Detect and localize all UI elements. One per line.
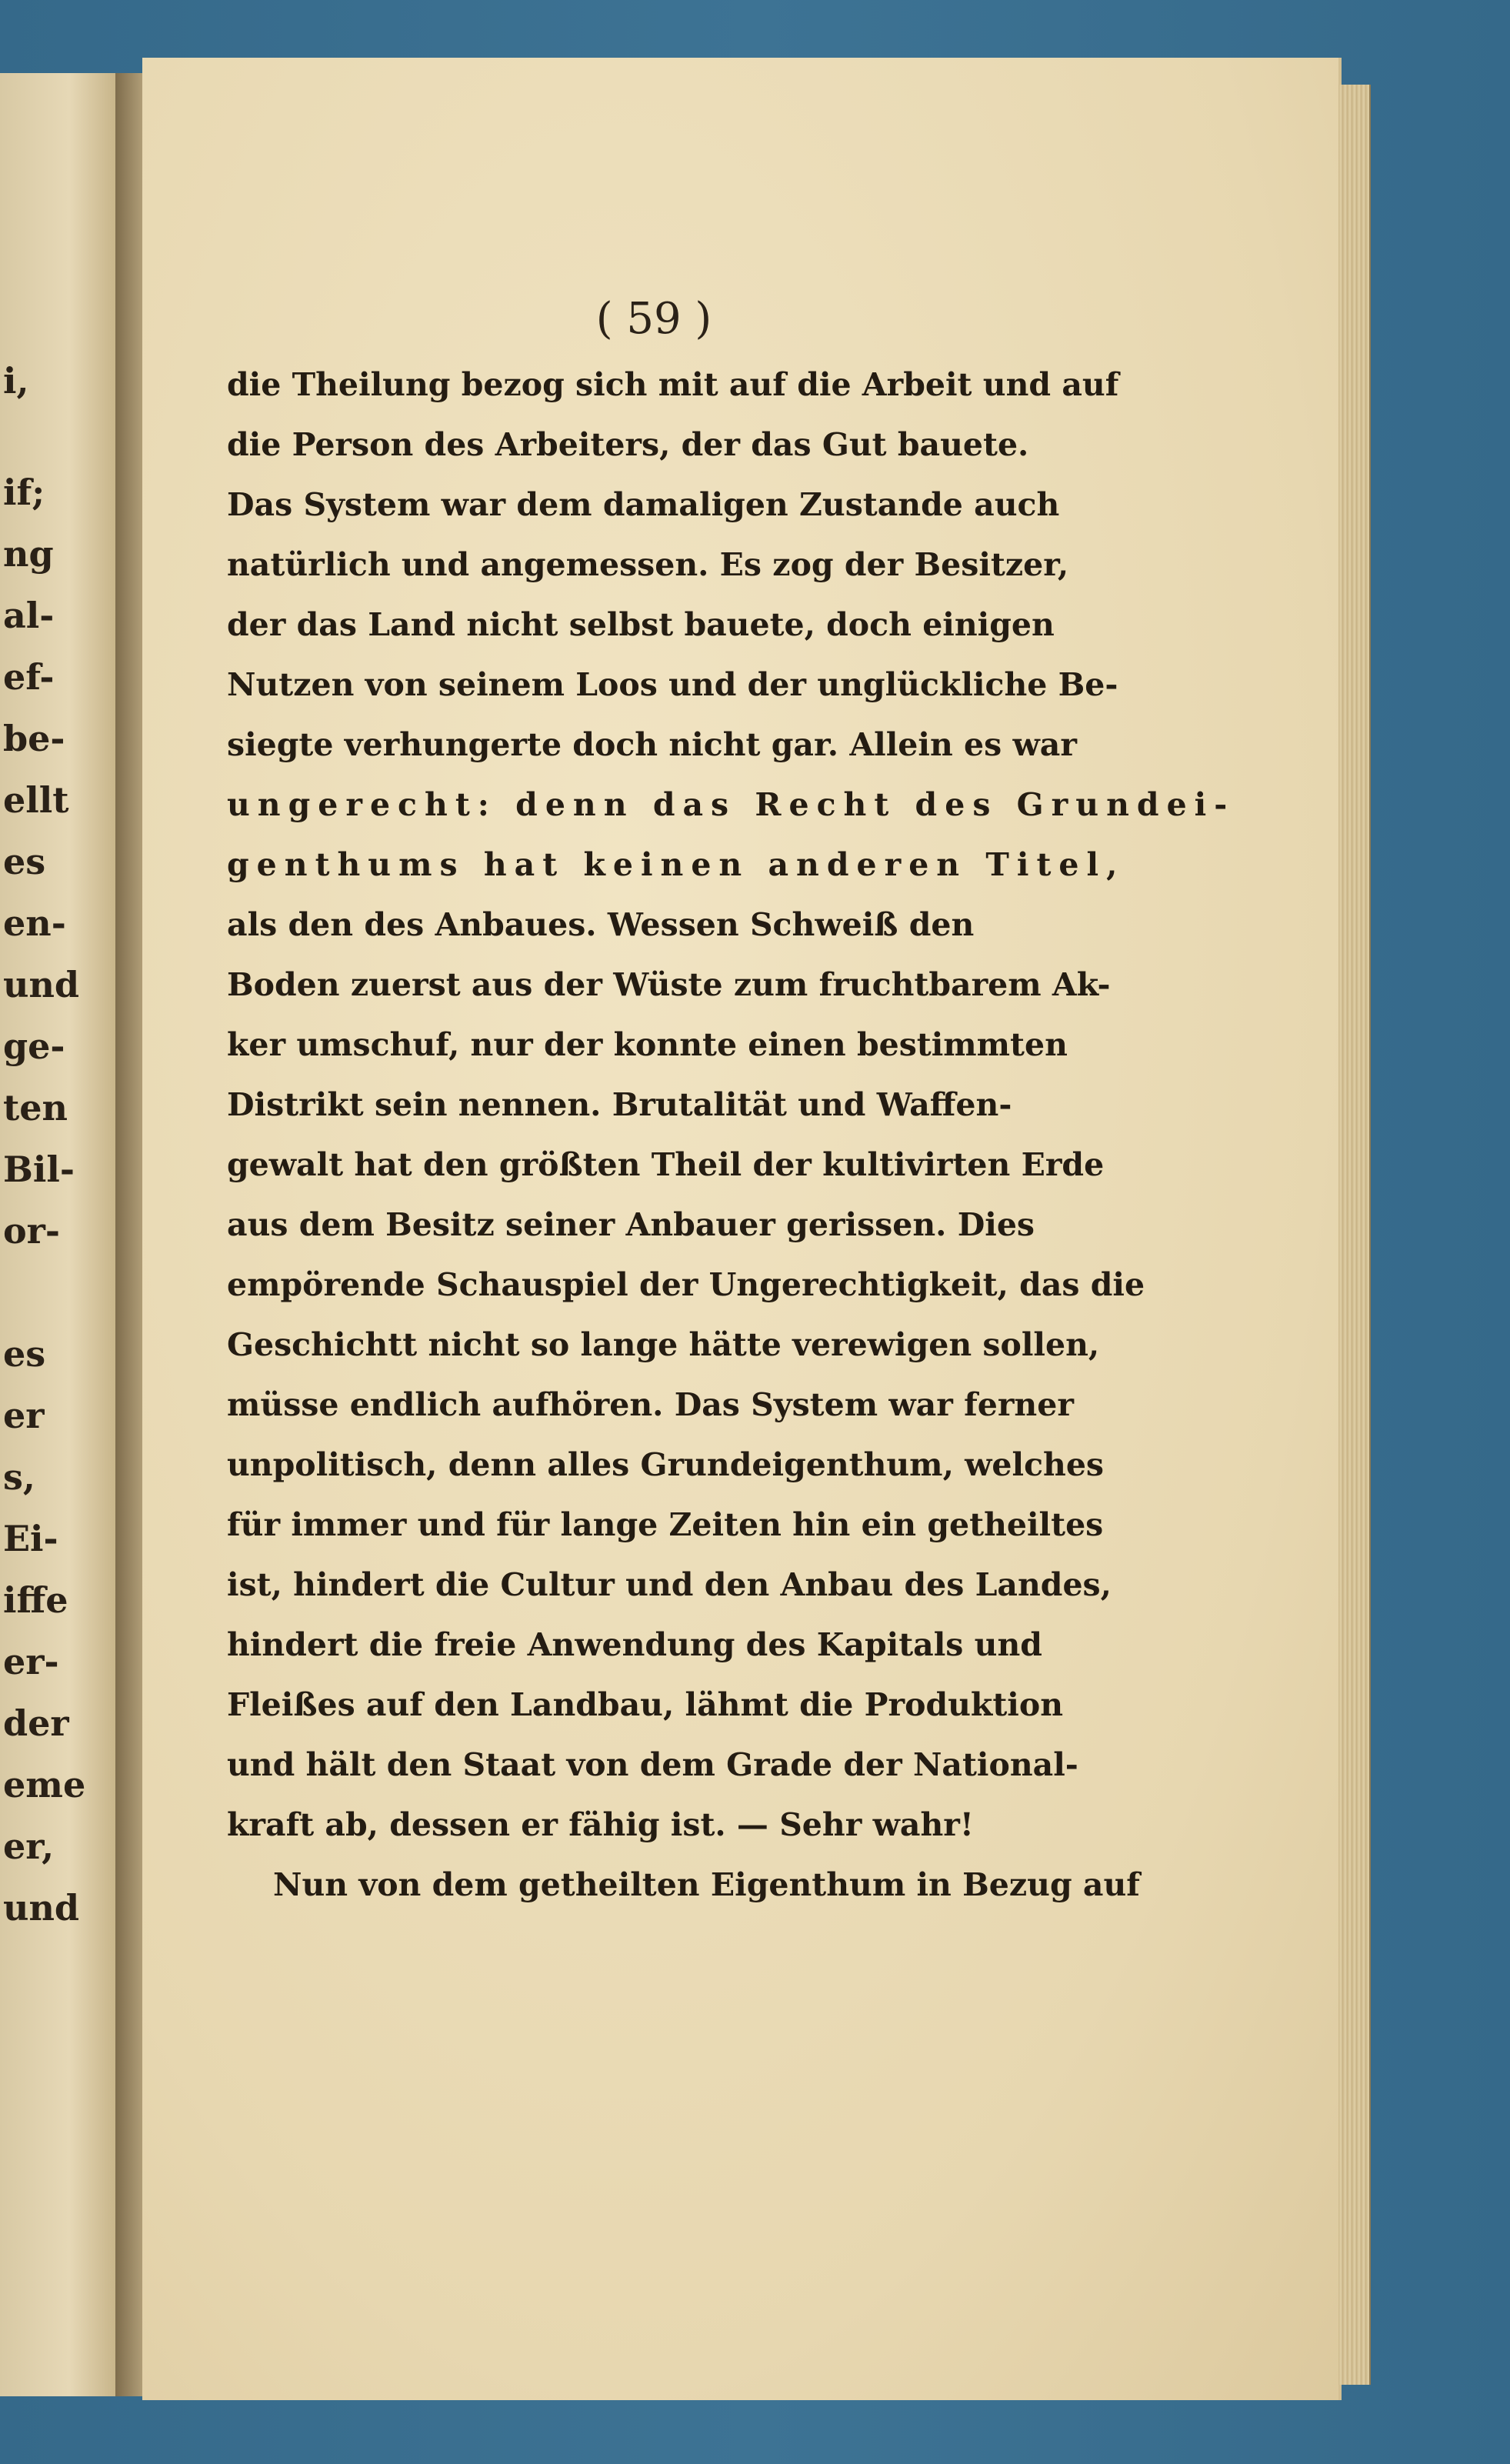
facing-page-fragment: ef- [3,656,55,698]
text-line: für immer und für lange Zeiten hin ein getheiltes [227,1506,1104,1543]
facing-page-fragment: ten [3,1087,68,1129]
facing-page-fragment: be- [3,718,65,759]
text-line: Nun von dem getheilten Eigenthum in Bezug auf [273,1866,1140,1903]
facing-page-fragment: der [3,1702,69,1744]
text-line: Geschichtt nicht so lange hätte verewigen sollen, [227,1326,1100,1363]
text-line: die Theilung bezog sich mit auf die Arbeit und auf [227,366,1119,403]
text-line: kraft ab, dessen er fähig ist. — Sehr wahr! [227,1806,974,1843]
page-block-edge [1338,85,1371,2385]
page-number: ( 59 ) [595,294,712,344]
facing-page-fragment: i, [3,360,29,402]
text-line: Distrikt sein nennen. Brutalität und Waffen- [227,1086,1012,1123]
facing-page-fragment: er, [3,1825,55,1867]
text-line: die Person des Arbeiters, der das Gut bauete. [227,426,1029,463]
text-line: aus dem Besitz seiner Anbauer gerissen. Dies [227,1206,1035,1243]
text-line: als den des Anbaues. Wessen Schweiß den [227,906,975,943]
text-line: natürlich und angemessen. Es zog der Besitzer, [227,546,1069,583]
page-text [227,358,1235,1919]
facing-page-fragment: es [3,1333,46,1375]
text-line: hindert die freie Anwendung des Kapitals und [227,1626,1042,1663]
facing-page-fragment: es [3,841,46,882]
facing-page-fragment: iffe [3,1579,68,1621]
facing-page-fragment: ge- [3,1025,65,1067]
facing-page-fragment: s, [3,1456,35,1498]
text-line: und hält den Staat von dem Grade der National- [227,1746,1078,1783]
facing-page-fragment: Ei- [3,1518,58,1559]
text-line: gewalt hat den größten Theil der kultivirten Erde [227,1146,1105,1183]
facing-page-fragment: und [3,964,80,1005]
facing-page-fragment: eme [3,1764,86,1805]
text-line: ungerecht: denn das Recht des Grundei- [227,786,1235,823]
text-line: Fleißes auf den Landbau, lähmt die Produktion [227,1686,1064,1723]
facing-page [0,73,118,2396]
text-line: ker umschuf, nur der konnte einen bestimmten [227,1026,1068,1063]
text-line: Nutzen von seinem Loos und der unglückliche Be- [227,666,1118,703]
text-line: müsse endlich aufhören. Das System war ferner [227,1386,1074,1423]
facing-page-fragment: Bil- [3,1149,75,1190]
text-line: der das Land nicht selbst bauete, doch einigen [227,606,1055,643]
text-line: unpolitisch, denn alles Grundeigenthum, welches [227,1446,1105,1483]
text-line: Das System war dem damaligen Zustande auch [227,486,1060,523]
facing-page-fragment: or- [3,1210,61,1252]
facing-page-fragment: er- [3,1641,59,1682]
text-line: empörende Schauspiel der Ungerechtigkeit, das die [227,1266,1145,1303]
facing-page-fragment: er [3,1395,45,1436]
facing-page-fragment: if; [3,472,45,513]
text-line: Boden zuerst aus der Wüste zum fruchtbarem Ak- [227,966,1111,1003]
text-line: genthums hat keinen anderen Titel, [227,846,1125,883]
text-line: ist, hindert die Cultur und den Anbau des Landes, [227,1566,1112,1603]
facing-page-fragment: al- [3,595,55,636]
book-gutter [115,73,146,2396]
facing-page-fragment: ng [3,533,54,575]
facing-page-fragment: en- [3,902,66,944]
facing-page-fragment: ellt [3,779,69,821]
facing-page-fragment: und [3,1887,80,1929]
text-line: siegte verhungerte doch nicht gar. Allein es war [227,726,1077,763]
